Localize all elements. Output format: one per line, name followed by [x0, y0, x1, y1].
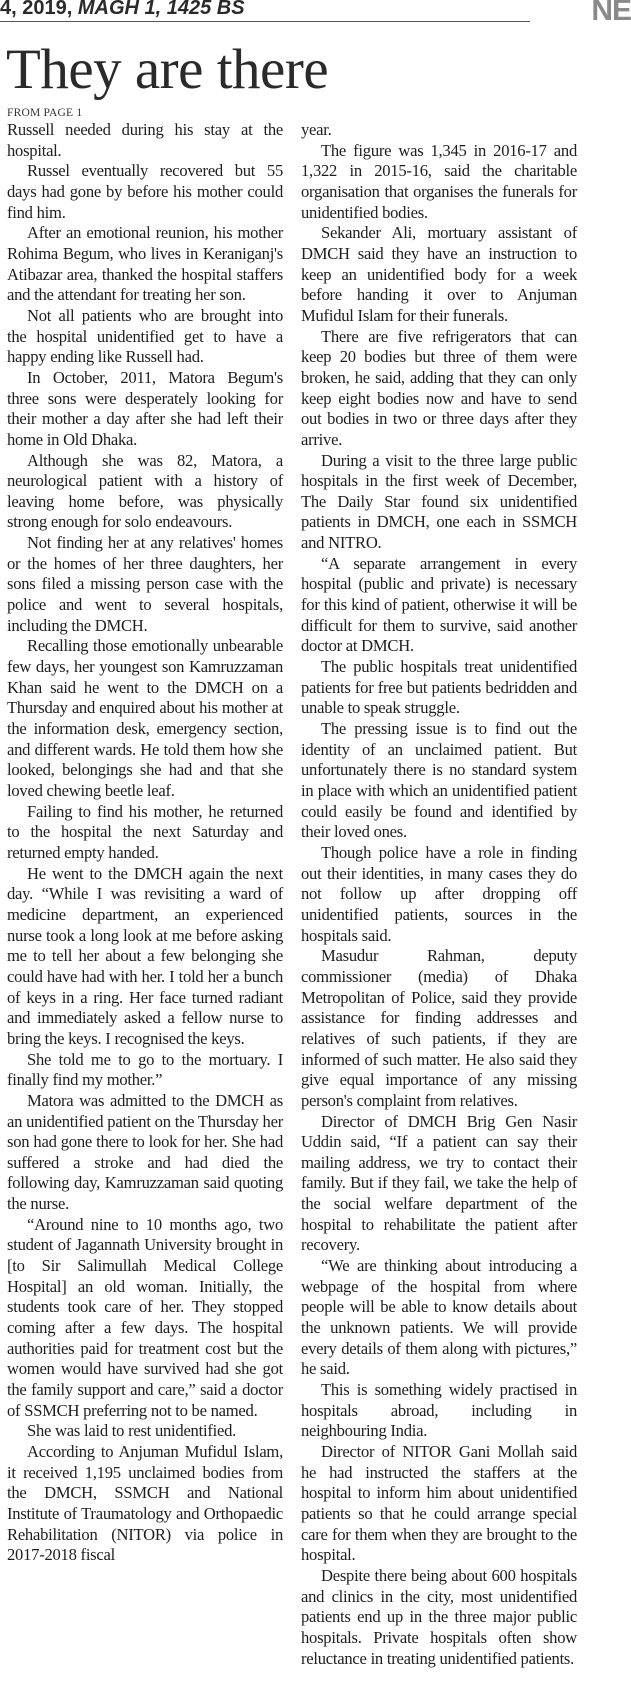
article-paragraph: “We are thinking about introducing a webpage of the hospital from where people will be able to know details about the unknown patients. We will provide every details of them along with pictures,” he said. — [301, 1256, 577, 1379]
article-paragraph: The figure was 1,345 in 2016-17 and 1,322 in 2015-16, said the charitable organisation that organises the funerals for unidentified bodies. — [301, 140, 577, 222]
article-paragraph: Though police have a role in finding out their identities, in many cases they do not follow up after dropping off unidentified patients, sources in the hospitals said. — [301, 842, 577, 945]
header-rule — [0, 21, 530, 22]
dateline — [0, 0, 245, 20]
article-paragraph: She told me to go to the mortuary. I finally find my mother.” — [7, 1049, 283, 1090]
article-paragraph: year. — [301, 120, 332, 139]
article-paragraph: She was laid to rest unidentified. — [27, 1421, 237, 1441]
article-paragraph: Not finding her at any relatives' homes or the homes of her three daughters, her sons filed a missing person case with the police and went to several hospitals, including the DMCH. — [7, 533, 283, 635]
article-paragraph: The public hospitals treat unidentified patients for free but patients bedridden and unable to speak struggle. — [301, 657, 577, 718]
article-paragraph: Despite there being about 600 hospitals and clinics in the city, most unidentified patients end up in the three major public hospitals. Private hospitals often show reluctance in treating unidentified patients. — [301, 1565, 577, 1668]
article-paragraph: Sekander Ali, mortuary assistant of DMCH said they have an instruction to keep an unidentified body for a week before handing it over to Anjuman Mufidul Islam for their funerals. — [301, 223, 577, 325]
article-paragraph: The pressing issue is to find out the identity of an unclaimed patient. But unfortunately there is no standard system in place with which an unidentified patient could easily be found and identified by their loved ones. — [301, 719, 577, 842]
article-paragraph: There are five refrigerators that can keep 20 bodies but three of them were broken, he said, adding that they can only keep eight bodies now and have to send out bodies in two or three days after they arrive. — [301, 326, 577, 449]
masthead — [0, 0, 631, 26]
article-paragraph: Matora was admitted to the DMCH as an unidentified patient on the Thursday her son had gone there to look for her. She had suffered a stroke and had died the following day, Kamruzzaman said quoting the nurse. — [7, 1090, 283, 1214]
article-paragraph: “A separate arrangement in every hospital (public and private) is necessary for this kind of patient, otherwise it will be difficult for them to survive, said another doctor at DMCH. — [301, 553, 577, 656]
section-name: NE — [591, 0, 631, 27]
article-paragraph: Director of NITOR Gani Mollah said he had instructed the staffers at the hospital to inform him about unidentified patients so that he could arrange special care for them when they are brought to the hospital. — [301, 1442, 577, 1565]
article-paragraph: Not all patients who are brought into the hospital unidentified get to have a happy ending like Russell had. — [7, 305, 283, 367]
article-paragraph: Recalling those emotionally unbearable few days, her youngest son Kamruzzaman Khan said he went to the DMCH on a Thursday and enquired about his mother at the information desk, emergency section, and different wards. He told them how she looked, belongings she had and that she loved chewing beetle leaf. — [7, 636, 283, 800]
article-paragraph: According to Anjuman Mufidul Islam, it received 1,195 unclaimed bodies from the DMCH, SSMCH and National Institute of Traumatology and Orthopaedic Rehabilitation (NITOR) via police in 2017-2018 fiscal — [7, 1442, 283, 1565]
article-paragraph: He went to the DMCH again the next day. “While I was revisiting a ward of medicine department, an experienced nurse took a long look at me before asking me to tell her about a few belonging she could have had with her. I told her a bunch of keys in a ring. Her face turned radiant and immediately asked a fellow nurse to bring the keys. I recognised the keys. — [7, 863, 283, 1048]
article-paragraph: After an emotional reunion, his mother Rohima Begum, who lives in Keraniganj's Atibazar area, thanked the hospital staffers and the attendant for treating her son. — [7, 223, 283, 305]
article-paragraph: Russel eventually recovered but 55 days had gone by before his mother could find him. — [7, 161, 283, 222]
date: 4, 2019, — [0, 0, 78, 19]
article-column-left — [7, 120, 283, 1566]
article-paragraph: Although she was 82, Matora, a neurological patient with a history of leaving home before, was physically strong enough for solo endeavours. — [7, 450, 283, 532]
article-paragraph: Masudur Rahman, deputy commissioner (media) of Dhaka Metropolitan of Police, said they provide assistance for finding addresses and relatives of such patients, if they are informed of such matter. He also said they give equal importance of any missing person's complaint from relatives. — [301, 946, 577, 1110]
article-paragraph: Director of DMCH Brig Gen Nasir Uddin said, “If a patient can say their mailing address, we try to contact their family. But if they fail, we take the help of the social welfare department of the hospital to rehabilitate the patient after recovery. — [301, 1111, 577, 1255]
article-paragraph: Failing to find his mother, he returned to the hospital the next Saturday and returned empty handed. — [7, 801, 283, 862]
article-paragraph: This is something widely practised in hospitals abroad, including in neighbouring India. — [301, 1380, 577, 1441]
article-column-right — [301, 120, 577, 1669]
date-bs: MAGH 1, 1425 BS — [77, 0, 245, 19]
article-paragraph: Russell needed during his stay at the hospital. — [7, 120, 283, 160]
article-paragraph: “Around nine to 10 months ago, two student of Jagannath University brought in [to Sir Salimullah Medical College Hospital] an old woman. Initially, the students took care of her. They stopped coming after a few days. The hospital authorities paid for treatment cost but the women would have survived had she got the family support and care,” said a doctor of SSMCH preferring not to be named. — [7, 1214, 283, 1420]
article-paragraph: In October, 2011, Matora Begum's three sons were desperately looking for their mother a day after she had left their home in Old Dhaka. — [7, 367, 283, 449]
headline: They are there — [6, 38, 329, 101]
continued-from-label: FROM PAGE 1 — [7, 107, 83, 119]
article-paragraph: During a visit to the three large public hospitals in the first week of December, The Daily Star found six unidentified patients in DMCH, one each in SSMCH and NITRO. — [301, 450, 577, 553]
